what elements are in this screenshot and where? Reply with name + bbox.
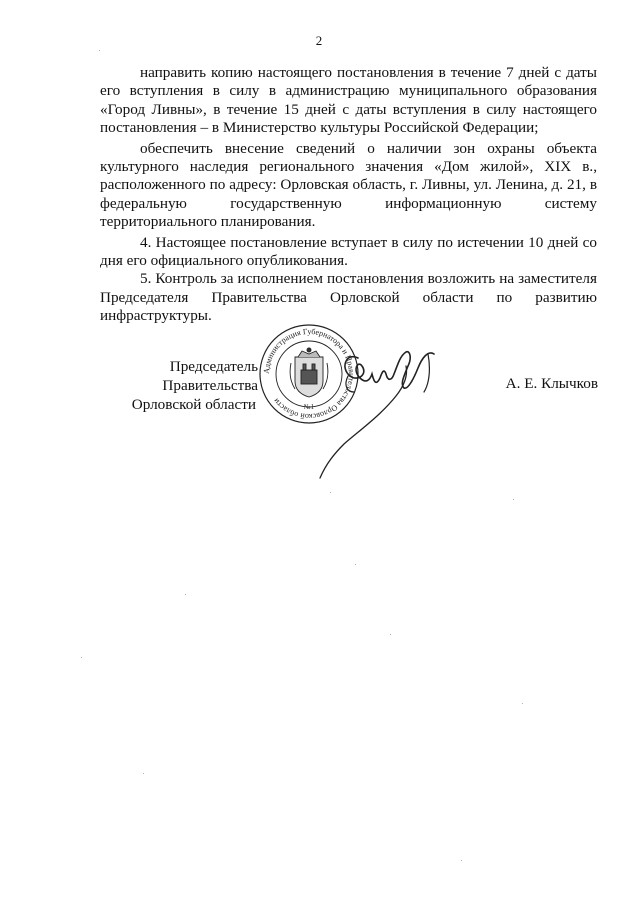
signatory-name: А. Е. Клычков — [505, 375, 598, 392]
paragraph-register-info: обеспечить внесение сведений о наличии зон охраны объекта культурного наследия регионального значения «Дом жилой», XIX в., расположенного по адресу: Орловская область, г. Ливны, ул. Ленина, д. 21, в федеральную государственную информационную систему территориального планирования. — [100, 139, 597, 231]
signatory-title — [102, 357, 258, 414]
paragraph-item-5: 5. Контроль за исполнением постановления возложить на заместителя Председателя Правительства Орловской области по развитию инфраструктуры. — [100, 270, 597, 325]
seal-number: №1 — [303, 403, 315, 411]
document-body — [100, 64, 597, 326]
handwritten-signature — [288, 330, 458, 500]
page-number: 2 — [315, 33, 323, 48]
seal-ring-text: Администрация Губернатора и Правительства Орловской области — [261, 326, 357, 422]
signatory-title-line2: Орловской области — [131, 396, 256, 413]
paragraph-send-copy: направить копию настоящего постановления в течение 7 дней с даты его вступления в силу в администрацию муниципального образования «Город Ливны», в течение 15 дней с даты вступления в силу настоящего постановления – в Министерство культуры Российской Федерации; — [100, 64, 597, 137]
paragraph-item-4: 4. Настоящее постановление вступает в силу по истечении 10 дней со дня его официального опубликования. — [100, 233, 597, 270]
signatory-title-line1: Председатель Правительства — [162, 358, 258, 394]
